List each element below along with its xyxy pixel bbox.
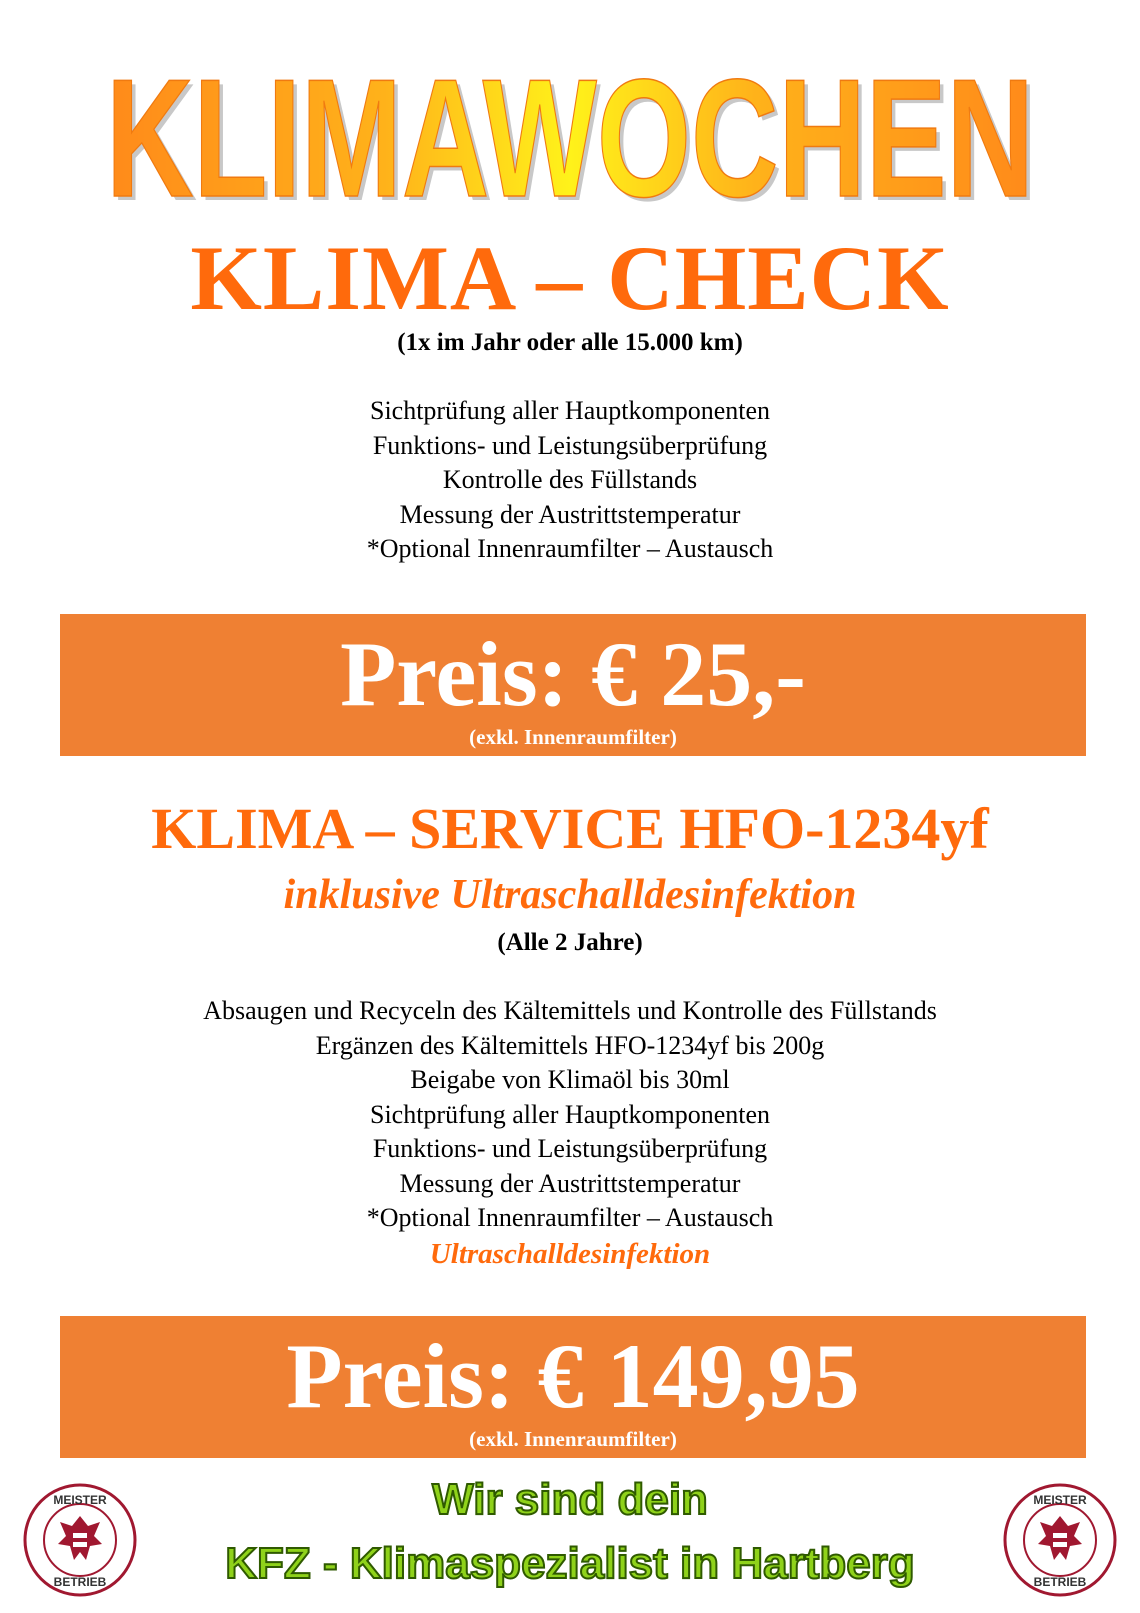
service-price: Preis: € 149,95 bbox=[286, 1325, 860, 1427]
service-interval: (Alle 2 Jahre) bbox=[497, 929, 643, 956]
list-item: *Optional Innenraumfilter – Austausch bbox=[366, 534, 774, 563]
service-items-list bbox=[0, 994, 1140, 1272]
svg-text:BETRIEB: BETRIEB bbox=[1033, 1575, 1087, 1589]
meisterbetrieb-seal-left bbox=[22, 1482, 138, 1598]
check-price-box bbox=[60, 614, 1086, 756]
list-item: Sichtprüfung aller Hauptkomponenten bbox=[369, 1099, 771, 1129]
banner-title-text: KLIMAWOCHEN bbox=[106, 52, 1034, 222]
footer-line-1: Wir sind dein bbox=[432, 1475, 708, 1524]
list-item: *Optional Innenraumfilter – Austausch bbox=[366, 1203, 774, 1232]
service-highlight: Ultraschalldesinfektion bbox=[429, 1237, 711, 1270]
list-item: Messung der Austrittstemperatur bbox=[399, 1168, 741, 1198]
list-item: Ergänzen des Kältemittels HFO-1234yf bis 200g bbox=[315, 1030, 825, 1060]
svg-text:BETRIEB: BETRIEB bbox=[53, 1575, 107, 1589]
check-price-note: (exkl. Innenraumfilter) bbox=[469, 725, 677, 749]
svg-text:MEISTER: MEISTER bbox=[1033, 1493, 1087, 1507]
list-item: Funktions- und Leistungsüberprüfung bbox=[372, 430, 768, 460]
service-price-note: (exkl. Innenraumfilter) bbox=[469, 1427, 677, 1451]
eagle-seal-icon bbox=[1002, 1482, 1118, 1598]
list-item: Messung der Austrittstemperatur bbox=[399, 499, 741, 529]
svg-text:MEISTER: MEISTER bbox=[53, 1493, 107, 1507]
list-item: Funktions- und Leistungsüberprüfung bbox=[372, 1134, 768, 1163]
list-item: Kontrolle des Füllstands bbox=[442, 465, 698, 494]
eagle-seal-icon bbox=[22, 1482, 138, 1598]
service-subtitle: inklusive Ultraschalldesinfektion bbox=[283, 872, 857, 918]
list-item: Absaugen und Recyceln des Kältemittels und Kontrolle des Füllstands bbox=[203, 996, 937, 1025]
check-interval: (1x im Jahr oder alle 15.000 km) bbox=[397, 329, 743, 356]
banner-headline bbox=[60, 52, 1080, 222]
service-title: KLIMA – SERVICE HFO-1234yf bbox=[151, 796, 989, 861]
check-price: Preis: € 25,- bbox=[340, 623, 806, 725]
meisterbetrieb-seal-right bbox=[1002, 1482, 1118, 1598]
banner-shadow-text: KLIMAWOCHEN bbox=[110, 52, 1038, 222]
footer-line-2: KFZ - Klimaspezialist in Hartberg bbox=[225, 1539, 915, 1588]
list-item: Beigabe von Klimaöl bis 30ml bbox=[410, 1065, 730, 1094]
service-price-box bbox=[60, 1316, 1086, 1458]
list-item: Sichtprüfung aller Hauptkomponenten bbox=[369, 396, 771, 425]
check-title: KLIMA – CHECK bbox=[190, 227, 950, 329]
check-items-list bbox=[0, 394, 1140, 567]
banner-graphic bbox=[60, 52, 1080, 222]
